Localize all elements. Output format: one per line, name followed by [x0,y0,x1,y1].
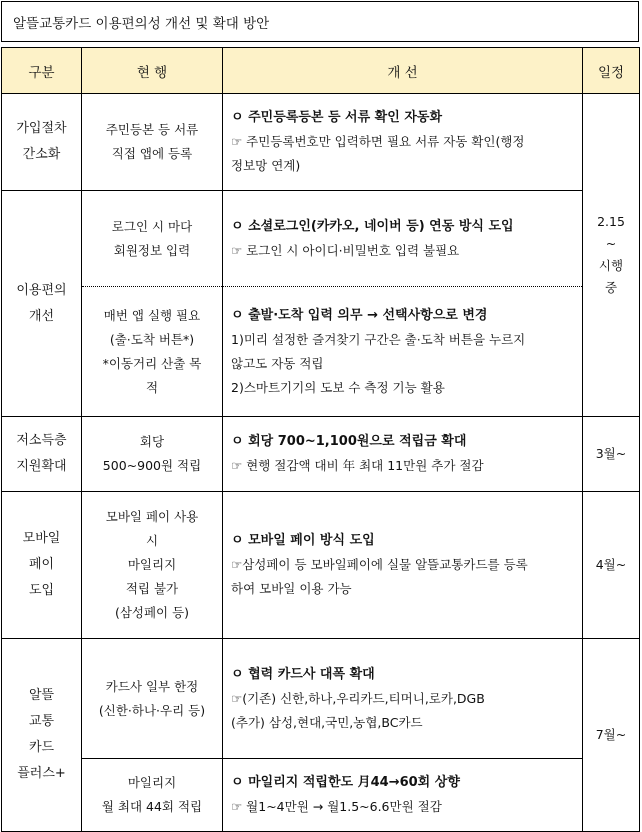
improvement-heading: ㅇ 협력 카드사 대폭 확대 [231,666,375,682]
current-text: 적립 불가 [125,581,179,596]
schedule-text: 중 [604,280,618,295]
category-cell [2,417,82,492]
schedule-text: 7월~ [595,727,627,742]
current-text: (신한·하나·우리 등) [98,702,206,718]
improvement-heading: ㅇ 회당 700~1,100원으로 적립금 확대 [231,434,467,449]
current-text: 적 [145,379,159,395]
table-row [2,759,640,832]
improvement-text: ☞(기존) 신한,하나,우리카드,티머니,로카,DGB [231,690,485,706]
current-text: 회원정보 입력 [113,242,191,258]
schedule-text: ~ [605,236,617,251]
improvement-cell [223,417,583,492]
schedule-cell [583,639,640,832]
schedule-cell [583,492,640,639]
improvement-heading: ㅇ 마일리지 적립한도 月44→60회 상향 [231,775,460,790]
category-cell [2,191,82,417]
policy-table [1,47,640,832]
current-text: 월 최대 44회 적립 [101,799,203,814]
table-row [2,191,640,287]
improvement-text: 1)미리 설정한 즐겨찾기 구간은 출·도착 버튼을 누르지 [231,331,526,347]
current-text: 매번 앱 실행 필요 [103,307,201,323]
improvement-text: ☞삼성페이 등 모바일페이에 실물 알뜰교통카드를 등록 [231,557,528,572]
improvement-text: 2)스마트기기의 도보 수 측정 기능 활용 [231,379,445,395]
category-text: 간소화 [22,147,61,162]
header-current: 현 행 [82,48,223,94]
current-text: 시 [145,533,159,548]
header-category: 구분 [2,48,82,94]
current-text: 500~900원 적립 [102,458,202,473]
current-text: 카드사 일부 한정 [105,678,199,694]
improvement-heading: ㅇ 주민등록등본 등 서류 확인 자동화 [231,110,442,125]
improvement-text: 않고도 자동 적립 [231,355,324,371]
schedule-text: 3월~ [595,446,627,461]
current-cell [82,417,223,492]
current-text: (출·도착 버튼*) [109,331,195,347]
document-title: 알뜰교통카드 이용편의성 개선 및 확대 방안 [1,1,639,42]
current-cell [82,287,223,417]
category-text: 저소득층 [16,433,67,448]
improvement-heading: ㅇ 소셜로그인(카카오, 네이버 등) 연동 방식 도입 [231,218,514,234]
schedule-text: 4월~ [595,557,627,572]
improvement-cell [223,287,583,417]
current-text: 주민등본 등 서류 [105,122,199,137]
improvement-text: 하여 모바일 이용 가능 [231,581,352,596]
category-cell [2,94,82,191]
category-text: 모바일 [22,531,61,546]
improvement-heading: ㅇ 모바일 페이 방식 도입 [231,533,375,548]
header-schedule: 일정 [583,48,640,94]
schedule-cell [583,417,640,492]
current-text: 마일리지 [127,557,177,572]
category-cell [2,639,82,832]
table-row [2,287,640,417]
current-text: 마일리지 [127,775,177,790]
improvement-cell [223,191,583,287]
category-text: 교통 [28,714,55,729]
improvement-text: ☞ 월1~4만원 → 월1.5~6.6만원 절감 [231,799,442,814]
table-row [2,417,640,492]
current-cell [82,191,223,287]
category-text: 지원확대 [16,459,67,474]
schedule-text: 2.15 [597,214,625,229]
header-improvement: 개 선 [223,48,583,94]
table-row [2,492,640,639]
category-text: 카드 [28,740,55,755]
improvement-text: ☞ 현행 절감액 대비 年 최대 11만원 추가 절감 [231,458,484,473]
improvement-text: ☞ 로그인 시 아이디·비밀번호 입력 불필요 [231,242,460,258]
current-text: 회당 [139,434,165,449]
schedule-cell [583,94,640,417]
category-text: 플러스+ [17,766,66,781]
category-text: 가입절차 [16,121,67,136]
schedule-text: 시행 [598,258,624,273]
current-text: (삼성페이 등) [114,605,190,620]
current-cell [82,639,223,759]
current-text: 로그인 시 마다 [111,218,193,234]
category-text: 개선 [28,308,55,324]
current-text: *이동거리 산출 목 [102,355,202,371]
improvement-text: 정보망 연계) [231,158,301,173]
improvement-text: ☞ 주민등록번호만 입력하면 필요 서류 자동 확인(행정 [231,134,525,149]
category-text: 페이 [28,557,55,572]
improvement-cell [223,94,583,191]
current-cell [82,94,223,191]
improvement-heading: ㅇ 출발·도착 입력 의무 → 선택사항으로 변경 [231,307,488,323]
improvement-cell [223,759,583,832]
improvement-cell [223,492,583,639]
table-row [2,94,640,191]
category-text: 이용편의 [16,282,67,298]
table-row [2,639,640,759]
improvement-cell [223,639,583,759]
current-text: 모바일 페이 사용 [105,509,199,524]
header-row [2,48,640,94]
category-cell [2,492,82,639]
improvement-text: (추가) 삼성,현대,국민,농협,BC카드 [231,714,423,730]
current-text: 직접 앱에 등록 [111,146,193,161]
current-cell [82,492,223,639]
category-text: 도입 [28,583,55,598]
current-cell [82,759,223,832]
category-text: 알뜰 [28,688,55,703]
